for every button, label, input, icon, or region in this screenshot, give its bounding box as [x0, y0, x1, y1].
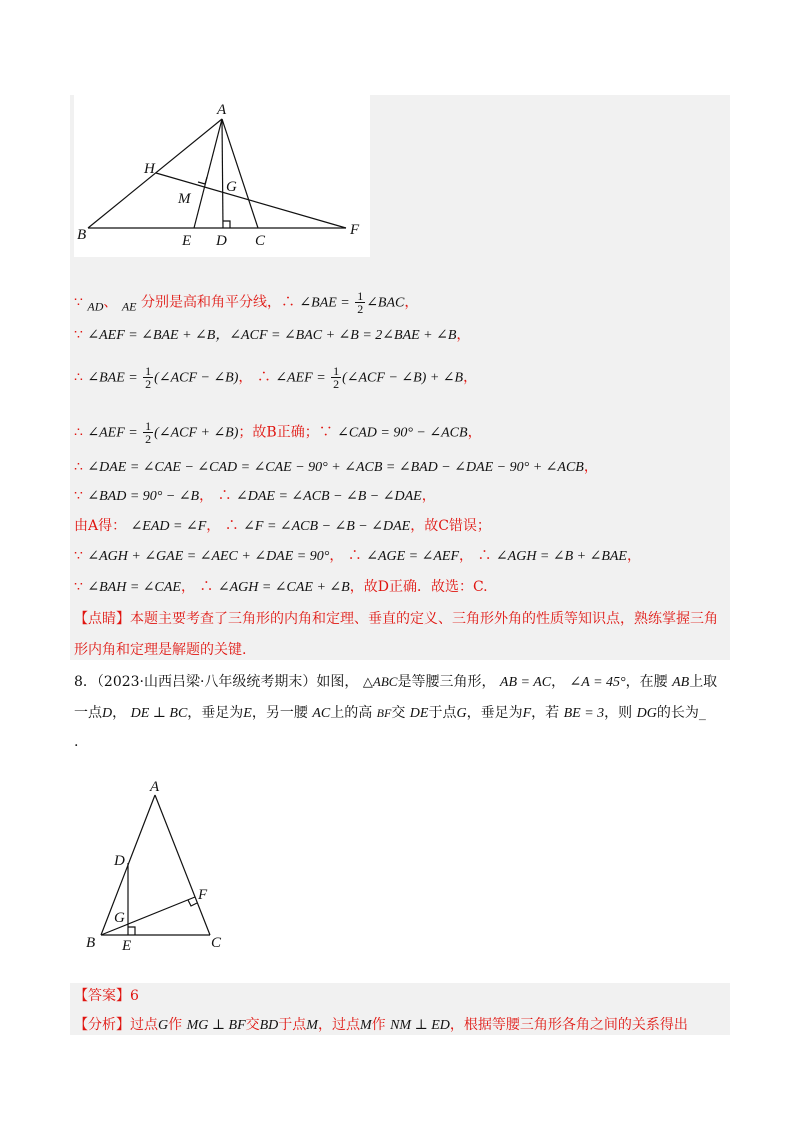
label-E: E [182, 233, 192, 249]
right-angle-D [223, 221, 230, 228]
label-B: B [77, 227, 87, 243]
fraction-half: $\frac{1}{2}$ [357, 289, 364, 316]
question-8-line-1: 8．（2023·山西吕梁·八年级统考期末）如图， △ABC是等腰三角形， AB = AC， ∠A = 45°，在腰 AB上取 [74, 674, 718, 690]
solution-line-4: ∴ ∠AEF = $\frac{1}{2}$ (∠ACF + ∠B)；故B正确；∵ ∠CAD = 90° − ∠ACB， [74, 419, 482, 446]
segment-AE [194, 119, 222, 228]
figure-1 [74, 95, 370, 257]
figure-2 [80, 775, 240, 960]
label-C: C [255, 233, 266, 249]
label-M: M [178, 191, 191, 207]
answer-line: 【答案】6 [74, 988, 139, 1004]
label-A: A [217, 102, 227, 118]
label-F: F [350, 222, 360, 238]
right-angle-E [128, 927, 135, 935]
label-H: H [144, 161, 155, 177]
analysis-line: 【分析】过点G作 MG ⊥ BF交BD于点M，过点M作 NM ⊥ ED，根据等腰三角形各角之间的关系得出 [74, 1017, 688, 1033]
question-8-line-3: . [74, 734, 79, 750]
segment-AC [222, 119, 258, 228]
commentary-line-2: 形内角和定理是解题的关键. [74, 642, 247, 658]
solution-line-1: ∵ AD、 AE 分别是高和角平分线，∴ ∠BAE = $\frac{1}{2}$ ∠BAC， [74, 289, 419, 316]
figure-2-svg [80, 775, 240, 960]
solution-line-3: ∴ ∠BAE = $\frac{1}{2}$ (∠ACF − ∠B)， ∴ ∠AEF = $\frac{1}{2}$ (∠ACF − ∠B) + ∠B， [74, 364, 478, 391]
fraction-half: $\frac{1}{2}$ [145, 364, 152, 391]
label-C: C [211, 935, 222, 951]
right-angle-F [188, 900, 197, 906]
solution-line-8: ∵ ∠AGH + ∠GAE = ∠AEC + ∠DAE = 90°， ∴ ∠AGE = ∠AEF， ∴ ∠AGH = ∠B + ∠BAE， [74, 548, 641, 564]
solution-line-2: ∵ ∠AEF = ∠BAE + ∠B，∠ACF = ∠BAC + ∠B = 2∠BAE + ∠B， [74, 327, 471, 343]
label-D: D [114, 853, 125, 869]
label-D: D [216, 233, 227, 249]
label-A: A [150, 779, 160, 795]
solution-line-5: ∴ ∠DAE = ∠CAE − ∠CAD = ∠CAE − 90° + ∠ACB = ∠BAD − ∠DAE − 90° + ∠ACB， [74, 459, 598, 475]
label-G: G [114, 910, 125, 926]
label-F: F [198, 887, 208, 903]
figure-1-svg [74, 95, 370, 257]
solution-line-6: ∵ ∠BAD = 90° − ∠B， ∴ ∠DAE = ∠ACB − ∠B − ∠DAE， [74, 488, 436, 504]
segment-AC [155, 795, 210, 935]
commentary-line-1: 【点睛】本题主要考查了三角形的内角和定理、垂直的定义、三角形外角的性质等知识点，熟练掌握三角 [74, 611, 718, 627]
segment-AD [222, 119, 223, 228]
segment-BA [88, 119, 222, 228]
label-E: E [122, 938, 132, 954]
solution-line-7: 由A得： ∠EAD = ∠F， ∴ ∠F = ∠ACB − ∠B − ∠DAE，故C错误； [74, 518, 491, 534]
label-G: G [226, 179, 237, 195]
solution-line-9: ∵ ∠BAH = ∠CAE， ∴ ∠AGH = ∠CAE + ∠B，故D正确．故选：C. [74, 579, 488, 595]
fraction-half: $\frac{1}{2}$ [333, 364, 340, 391]
fraction-half: $\frac{1}{2}$ [145, 419, 152, 446]
label-B: B [86, 935, 96, 951]
question-8-line-2: 一点D， DE ⊥ BC，垂足为E，另一腰 AC上的高 BF交 DE于点G，垂足为F，若 BE = 3，则 DG的长为_ [74, 705, 706, 721]
right-angle-M [198, 177, 207, 184]
